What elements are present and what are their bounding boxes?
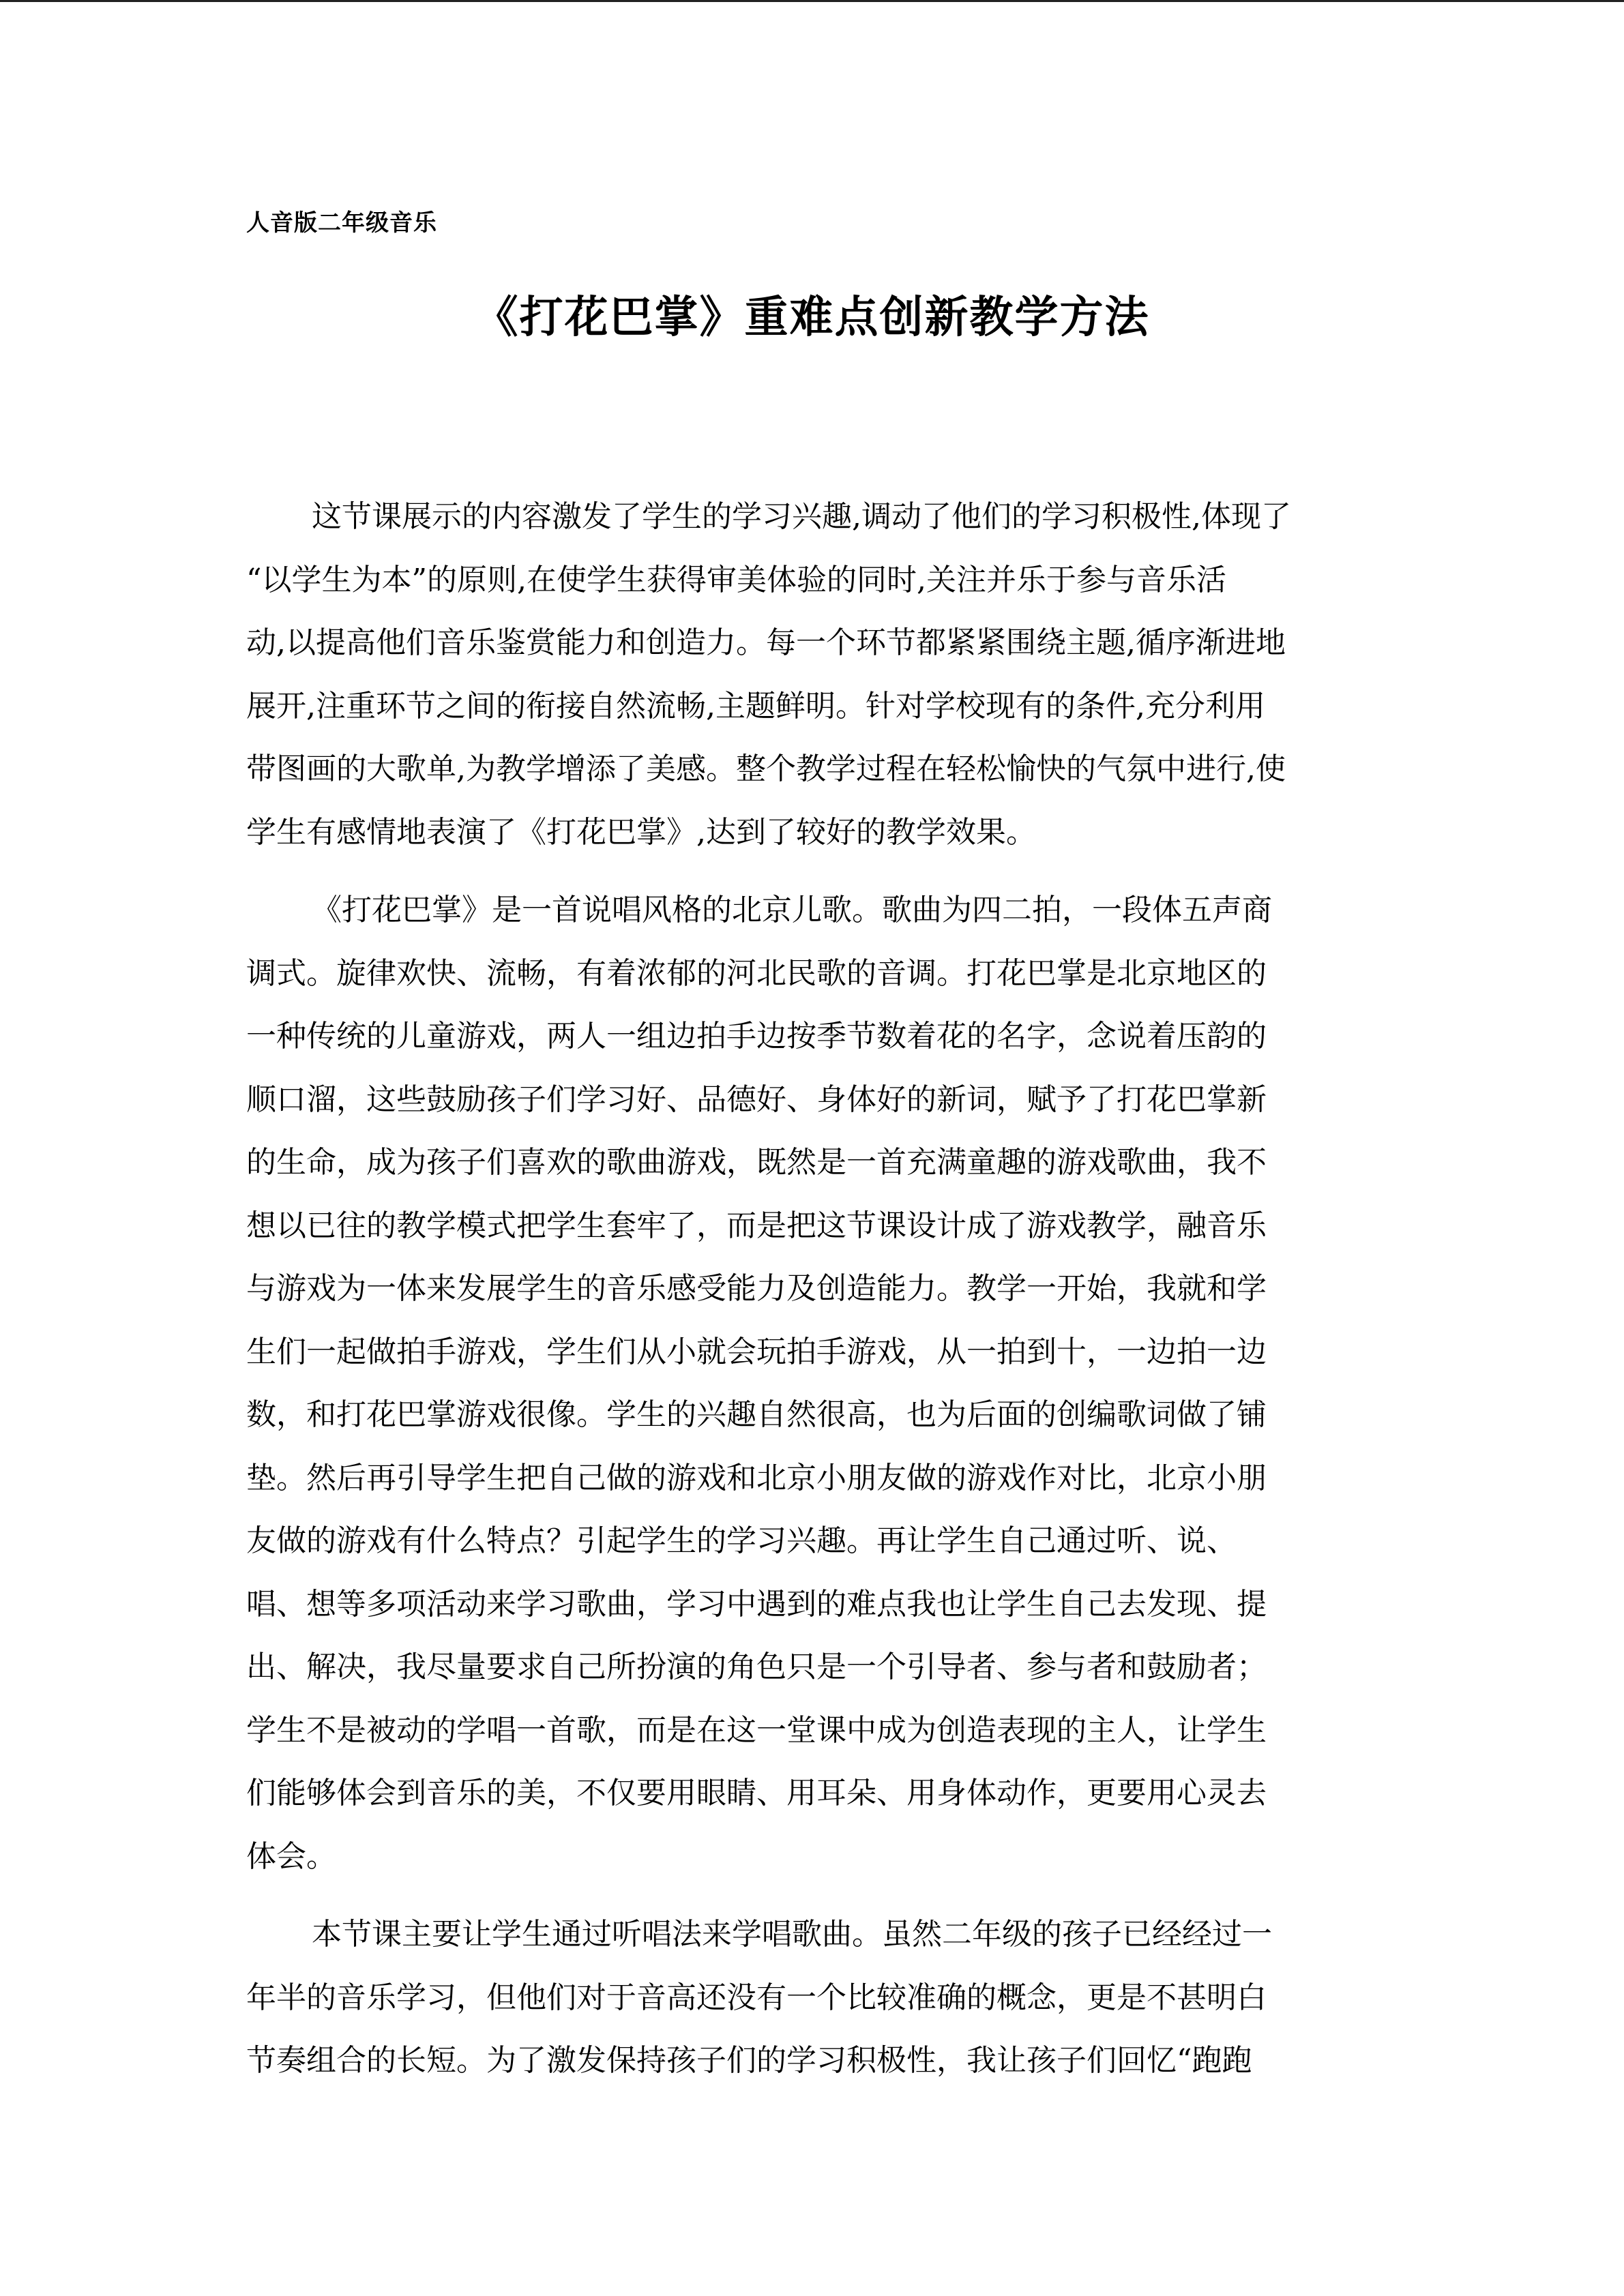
text-line: 本节课主要让学生通过听唱法来学唱歌曲。虽然二年级的孩子已经经过一 [312, 1917, 1272, 1952]
text-line: 想以已往的教学模式把学生套牢了，而是把这节课设计成了游戏教学，融音乐 [246, 1208, 1267, 1243]
text-line: 《打花巴掌》是一首说唱风格的北京儿歌。歌曲为四二拍，一段体五声商 [312, 893, 1272, 927]
text-line: 学生有感情地表演了《打花巴掌》,达到了较好的教学效果。 [246, 814, 1036, 850]
text-line: 体会。 [246, 1838, 336, 1874]
text-line: 垫。然后再引导学生把自己做的游戏和北京小朋友做的游戏作对比，北京小朋 [246, 1460, 1267, 1495]
text-line: 顺口溜，这些鼓励孩子们学习好、品德好、身体好的新词，赋予了打花巴掌新 [246, 1082, 1267, 1117]
text-line: 数，和打花巴掌游戏很像。学生的兴趣自然很高，也为后面的创编歌词做了铺 [246, 1397, 1267, 1432]
text-line: 调式。旋律欢快、流畅，有着浓郁的河北民歌的音调。打花巴掌是北京地区的 [246, 955, 1267, 991]
text-line: 出、解决，我尽量要求自己所扮演的角色只是一个引导者、参与者和鼓励者； [246, 1650, 1267, 1684]
document-body [246, 486, 1372, 2093]
text-line: 这节课展示的内容激发了学生的学习兴趣,调动了他们的学习积极性,体现了 [312, 499, 1291, 534]
text-line: 动,以提高他们音乐鉴赏能力和创造力。每一个环节都紧紧围绕主题,循序渐进地 [246, 625, 1286, 660]
text-line: 节奏组合的长短。为了激发保持孩子们的学习积极性，我让孩子们回忆“跑跑 [246, 2043, 1252, 2078]
text-line: 与游戏为一体来发展学生的音乐感受能力及创造能力。教学一开始，我就和学 [246, 1271, 1267, 1306]
text-line: 学生不是被动的学唱一首歌，而是在这一堂课中成为创造表现的主人，让学生 [246, 1712, 1267, 1748]
text-line: 年半的音乐学习，但他们对于音高还没有一个比较准确的概念，更是不甚明白 [246, 1980, 1267, 2015]
text-line: 带图画的大歌单,为教学增添了美感。整个教学过程在轻松愉快的气氛中进行,使 [246, 751, 1286, 786]
text-line: “以学生为本”的原则,在使学生获得审美体验的同时,关注并乐于参与音乐活 [246, 562, 1226, 597]
text-line: 生们一起做拍手游戏，学生们从小就会玩拍手游戏，从一拍到十，一边拍一边 [246, 1334, 1267, 1369]
text-line: 展开,注重环节之间的衔接自然流畅,主题鲜明。针对学校现有的条件,充分利用 [246, 688, 1265, 724]
text-line: 们能够体会到音乐的美，不仅要用眼睛、用耳朵、用身体动作，更要用心灵去 [246, 1776, 1267, 1810]
document-subtitle: 人音版二年级音乐 [246, 209, 437, 237]
text-line: 友做的游戏有什么特点？引起学生的学习兴趣。再让学生自己通过听、说、 [246, 1523, 1237, 1558]
paragraph-3 [246, 1903, 1372, 2093]
top-border-line [0, 0, 1624, 2]
document-title: 《打花巴掌》重难点创新教学方法 [474, 293, 1150, 343]
text-line: 唱、想等多项活动来学习歌曲，学习中遇到的难点我也让学生自己去发现、提 [246, 1586, 1267, 1622]
text-line: 的生命，成为孩子们喜欢的歌曲游戏，既然是一首充满童趣的游戏歌曲，我不 [246, 1145, 1267, 1180]
paragraph-1 [246, 486, 1372, 864]
paragraph-2 [246, 879, 1372, 1888]
text-line: 一种传统的儿童游戏，两人一组边拍手边按季节数着花的名字，念说着压韵的 [246, 1019, 1267, 1054]
